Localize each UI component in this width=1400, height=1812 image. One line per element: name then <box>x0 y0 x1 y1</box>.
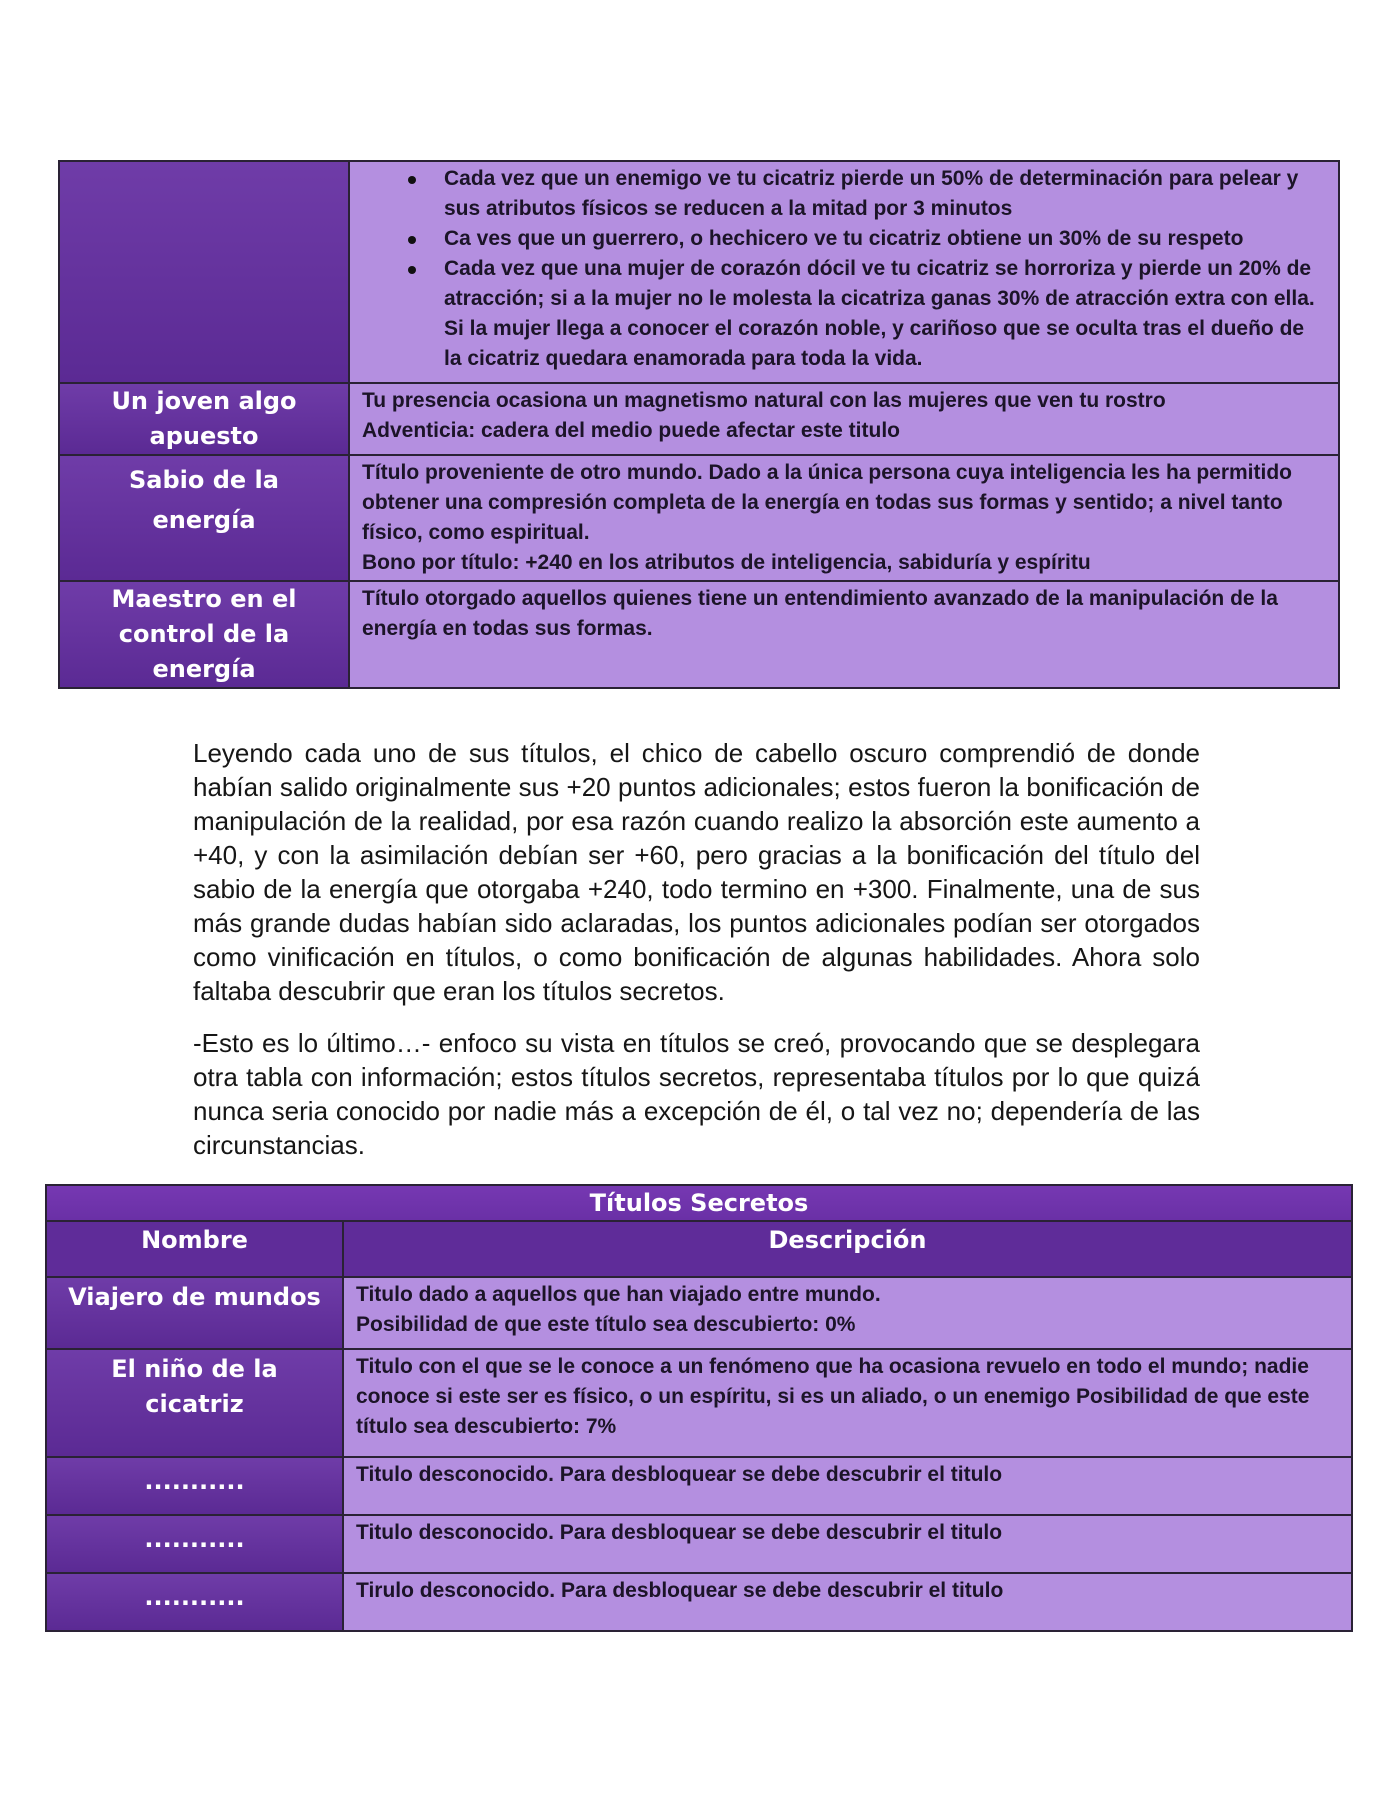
effects-list <box>362 164 1326 374</box>
title-name-cell: Maestro en el control de la energía <box>59 581 349 688</box>
title-description-cell <box>349 161 1339 383</box>
table-header-row <box>46 1221 1352 1277</box>
description-line: Posibilidad de que este título sea descubierto: 0% <box>356 1313 856 1336</box>
description-line: Titulo desconocido. Para desbloquear se debe descubrir el titulo <box>356 1463 1003 1486</box>
title-name-cell: Viajero de mundos <box>46 1277 343 1349</box>
description-line: Titulo con el que se le conoce a un fenómeno que ha ocasiona revuelo en todo el mundo; nadie conoce si este ser es físico, o un espíritu, si es un aliado, o un enemigo Posibilidad de que este título sea descubierto: 7% <box>356 1355 1310 1438</box>
title-description-cell <box>343 1515 1352 1573</box>
list-item: Cada vez que un enemigo ve tu cicatriz pierde un 50% de determinación para pelear y sus atributos físicos se reducen a la mitad por 3 minutos <box>444 164 1326 224</box>
titles-table <box>58 160 1340 689</box>
description-line: Bono por título: +240 en los atributos de inteligencia, sabiduría y espíritu <box>362 551 1091 574</box>
description-line: Titulo desconocido. Para desbloquear se debe descubrir el titulo <box>356 1521 1003 1544</box>
table-title-row <box>46 1185 1352 1221</box>
title-description-cell <box>343 1349 1352 1457</box>
secret-titles-table <box>45 1184 1353 1632</box>
title-name-cell: ........... <box>46 1457 343 1515</box>
list-item: Cada vez que una mujer de corazón dócil ve tu cicatriz se horroriza y pierde un 20% de atracción; si a la mujer no le molesta la cicatriza ganas 30% de atracción extra con ella. Si la mujer llega a conocer el corazón noble, y cariñoso que se oculta tras el dueño de la cicatriz quedara enamorada para toda la vida. <box>444 254 1326 374</box>
table-row <box>46 1515 1352 1573</box>
table-row <box>46 1277 1352 1349</box>
table-title: Títulos Secretos <box>46 1185 1352 1221</box>
title-description-cell <box>349 581 1339 688</box>
title-name-cell: Sabio de la energía <box>59 455 349 581</box>
title-description-cell <box>349 383 1339 455</box>
title-name-cell: ........... <box>46 1515 343 1573</box>
table-row <box>59 161 1339 383</box>
table-row <box>59 455 1339 581</box>
table-row <box>46 1457 1352 1515</box>
description-line: Titulo dado a aquellos que han viajado entre mundo. <box>356 1283 881 1306</box>
description-line: Tirulo desconocido. Para desbloquear se debe descubrir el titulo <box>356 1579 1004 1602</box>
description-line: Título proveniente de otro mundo. Dado a la única persona cuya inteligencia les ha permitido obtener una compresión completa de la energía en todas sus formas y sentido; a nivel tanto físico, como espiritual. <box>362 461 1292 544</box>
description-line: Tu presencia ocasiona un magnetismo natural con las mujeres que ven tu rostro <box>362 389 1166 412</box>
description-line: Título otorgado aquellos quienes tiene un entendimiento avanzado de la manipulación de la energía en todas sus formas. <box>362 587 1278 640</box>
column-header-name: Nombre <box>46 1221 343 1277</box>
title-name-cell: ........... <box>46 1573 343 1631</box>
description-line: Adventicia: cadera del medio puede afectar este titulo <box>362 419 900 442</box>
title-name-cell: El niño de la cicatriz <box>46 1349 343 1457</box>
narrative-text <box>193 736 1200 1180</box>
list-item: Ca ves que un guerrero, o hechicero ve tu cicatriz obtiene un 30% de su respeto <box>444 224 1326 254</box>
title-name-cell <box>59 161 349 383</box>
paragraph: -Esto es lo último…- enfoco su vista en títulos se creó, provocando que se desplegara otra tabla con información; estos títulos secretos, representaba títulos por lo que quizá nunca seria conocido por nadie más a excepción de él, o tal vez no; dependería de las circunstancias. <box>193 1028 1200 1160</box>
column-header-description: Descripción <box>343 1221 1352 1277</box>
table-row <box>59 581 1339 688</box>
title-description-cell <box>349 455 1339 581</box>
paragraph: Leyendo cada uno de sus títulos, el chico de cabello oscuro comprendió de donde habían salido originalmente sus +20 puntos adicionales; estos fueron la bonificación de manipulación de la realidad, por esa razón cuando realizo la absorción este aumento a +40, y con la asimilación debían ser +60, pero gracias a la bonificación del título del sabio de la energía que otorgaba +240, todo termino en +300. Finalmente, una de sus más grande dudas habían sido aclaradas, los puntos adicionales podían ser otorgados como vinificación en títulos, o como bonificación de algunas habilidades. Ahora solo faltaba descubrir que eran los títulos secretos. <box>193 738 1200 1006</box>
title-description-cell <box>343 1573 1352 1631</box>
table-row <box>59 383 1339 455</box>
title-description-cell <box>343 1457 1352 1515</box>
table-row <box>46 1349 1352 1457</box>
title-description-cell <box>343 1277 1352 1349</box>
table-row <box>46 1573 1352 1631</box>
title-name-cell: Un joven algo apuesto <box>59 383 349 455</box>
